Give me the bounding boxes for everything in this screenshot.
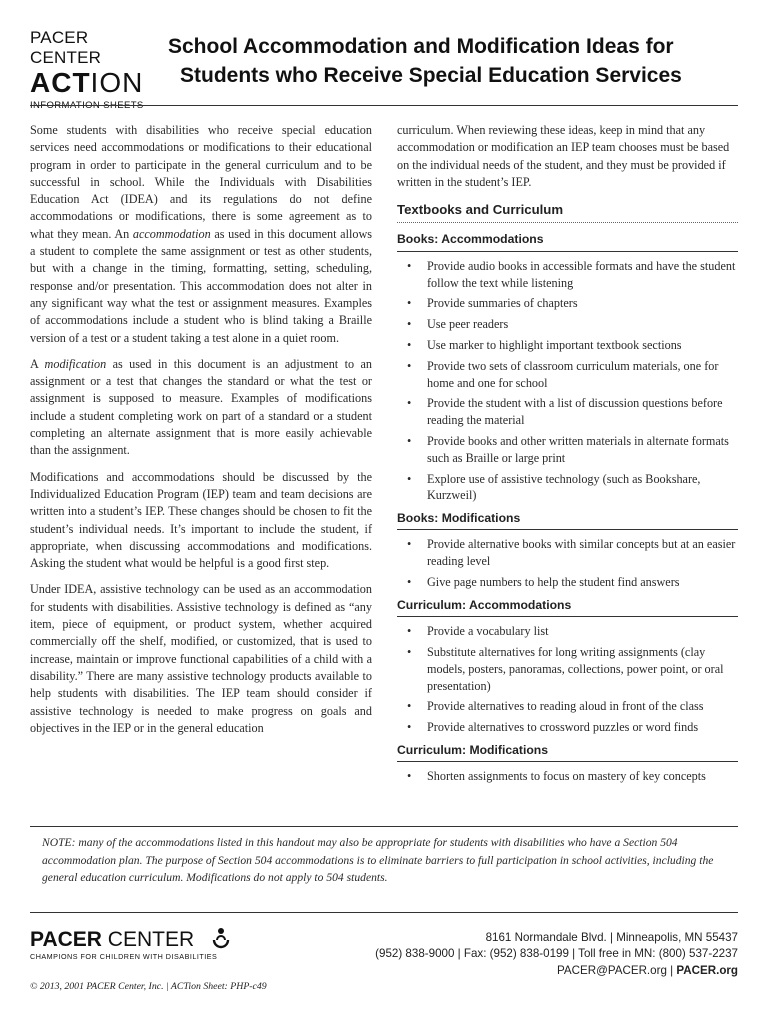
note-top-divider xyxy=(30,826,738,827)
list-item: • Shorten assignments to focus on mastery of key concepts xyxy=(397,768,738,785)
list-item: • Provide two sets of classroom curriculum materials, one for home and one for school xyxy=(397,358,738,392)
note-bottom-divider xyxy=(30,912,738,913)
intro-text-a: Some students with disabilities who receive special education services need accommodations or modifications to their educational program in order to participate in the general curriculum and to be successful in school. While the Individuals with Disabilities Education Act (IDEA) and its regulations do not define accommodations or modifications, there is some agreement as to what they mean. An xyxy=(30,123,372,241)
brand-action-text xyxy=(30,68,155,98)
email-text: PACER@PACER.org | xyxy=(557,963,677,977)
list-item: • Provide alternatives to reading aloud in front of the class xyxy=(397,698,738,715)
brand-action-light: ION xyxy=(90,67,144,98)
books-modifications-list xyxy=(397,536,738,590)
address-line: 8161 Normandale Blvd. | Minneapolis, MN 55437 xyxy=(485,931,738,944)
modification-text-a: A xyxy=(30,356,45,371)
curriculum-accommodations-list xyxy=(397,623,738,736)
list-item: • Use marker to highlight important textbook sections xyxy=(397,337,738,354)
pacer-swirl-icon xyxy=(210,926,232,952)
logo-tagline: CHAMPIONS FOR CHILDREN WITH DISABILITIES xyxy=(30,952,218,961)
list-item: • Explore use of assistive technology (such as Bookshare, Kurzweil) xyxy=(397,471,738,505)
subheading-books-accommodations: Books: Accommodations xyxy=(397,231,738,251)
list-item: • Provide alternatives to crossword puzzles or word finds xyxy=(397,719,738,736)
list-item: • Provide summaries of chapters xyxy=(397,295,738,312)
page-title xyxy=(168,32,728,90)
pacer-action-logo xyxy=(30,28,155,112)
curriculum-modifications-list xyxy=(397,768,738,785)
web-line xyxy=(338,963,738,979)
right-column xyxy=(397,122,738,791)
list-item: • Provide books and other written materials in alternate formats such as Braille or large print xyxy=(397,433,738,467)
list-item: • Substitute alternatives for long writing assignments (clay models, posters, panoramas, collections, power point, or oral presentation) xyxy=(397,644,738,694)
intro-paragraph xyxy=(30,122,372,347)
accommodation-term: accommodation xyxy=(132,226,211,241)
contact-info xyxy=(338,930,738,979)
logo-name-light: CENTER xyxy=(101,928,195,951)
phone-line: (952) 838-9000 | Fax: (952) 838-0199 | Toll free in MN: (800) 537-2237 xyxy=(375,947,738,961)
list-item: • Provide alternative books with similar concepts but at an easier reading level xyxy=(397,536,738,570)
modification-paragraph xyxy=(30,356,372,460)
section-504-note: NOTE: many of the accommodations listed in this handout may also be appropriate for students with disabilities who have a Section 504 accommodation plan. The purpose of Section 504 accommodations is to eliminate barriers to full participation in school activities, including the general education curriculum. Modifications do not apply to 504 students. xyxy=(42,836,714,885)
modification-text-b: as used in this document is an adjustment to an assignment or a test that changes the standard or what the test or assignment is supposed to measure. Examples of modifications include a student completing work on part of a standard or a student completing an alternate assignment that is more easily achievable than the assignment. xyxy=(30,356,372,458)
header-divider xyxy=(30,105,738,106)
list-item: • Provide a vocabulary list xyxy=(397,623,738,640)
title-line-1: School Accommodation and Modification Ideas for xyxy=(168,35,674,58)
brand-action-bold: ACT xyxy=(30,67,91,98)
assistive-technology-paragraph: Under IDEA, assistive technology can be used as an accommodation for students with disabilities. Assistive technology is defined as “any item, piece of equipment, or product system, whether acquired commercially off the shelf, modified, or customized, that is used to increase, maintain or improve functional capabilities of a child with a disability.” There are many assistive technology products available to help students with disabilities. The IEP team should consider if assistive technology is needed to make progress on goals and objectives in the IEP or in the general education xyxy=(30,582,372,735)
modification-term: modification xyxy=(44,356,107,371)
title-line-2: Students who Receive Special Education Services xyxy=(180,64,682,87)
section-heading-textbooks: Textbooks and Curriculum xyxy=(397,201,738,223)
list-item: • Give page numbers to help the student find answers xyxy=(397,574,738,591)
page-header xyxy=(30,28,738,104)
logo-name-bold: PACER xyxy=(30,928,102,951)
subheading-books-modifications: Books: Modifications xyxy=(397,510,738,530)
subheading-curriculum-accommodations: Curriculum: Accommodations xyxy=(397,597,738,617)
logo-name xyxy=(30,928,270,952)
list-item: • Provide audio books in accessible formats and have the student follow the text while listening xyxy=(397,258,738,292)
pacer-center-logo xyxy=(30,928,270,962)
brand-top-text: PACER CENTER xyxy=(30,28,102,67)
website-link[interactable]: PACER.org xyxy=(676,963,738,977)
left-column xyxy=(30,122,372,746)
copyright-line: © 2013, 2001 PACER Center, Inc. | ACTion Sheet: PHP-c49 xyxy=(30,981,267,992)
intro-text-b: as used in this document allows a student to complete the same assignment or test as other students, but with a change in the timing, formatting, setting, scheduling, response and/or presentation. This accommodation does not alter in any significant way what the test or assignment measures. Examples of accommodations include a student who is blind taking a Braille version of a test or a student taking a test alone in a quiet room. xyxy=(30,226,372,345)
books-accommodations-list xyxy=(397,258,738,504)
subheading-curriculum-modifications: Curriculum: Modifications xyxy=(397,742,738,762)
iep-paragraph: Modifications and accommodations should be discussed by the Individualized Education Program (IEP) team and team decisions are written into a student’s IEP. These changes should be chosen to fit the student’s individual needs. It’s important to include the student, if appropriate, when discussing accommodations and modifications. Asking the student what would be helpful is a good first step. xyxy=(30,469,372,571)
list-item: • Use peer readers xyxy=(397,316,738,333)
brand-sub-text xyxy=(30,100,155,112)
list-item: • Provide the student with a list of discussion questions before reading the material xyxy=(397,395,738,429)
continuation-paragraph: curriculum. When reviewing these ideas, keep in mind that any accommodation or modification an IEP team chooses must be based on the individual needs of the student, and they must be provided if written in the student’s IEP. xyxy=(397,123,730,189)
